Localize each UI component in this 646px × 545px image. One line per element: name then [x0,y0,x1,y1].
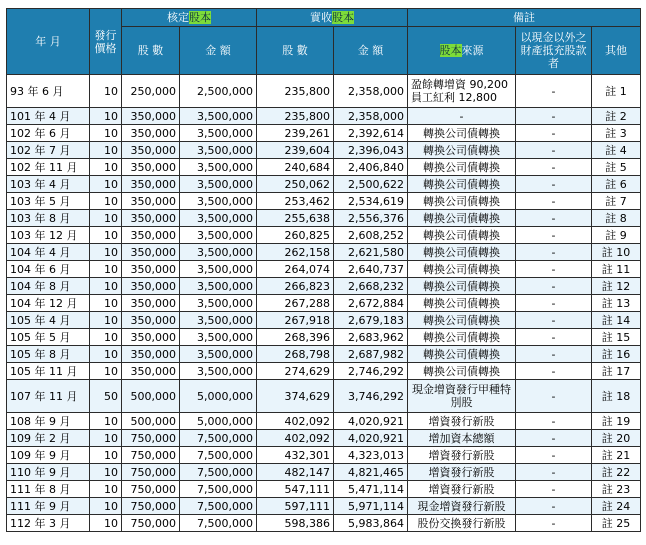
cell-year-month: 105 年 11 月 [7,363,90,380]
cell-authorized-shares: 350,000 [122,329,180,346]
cell-authorized-amount: 3,500,000 [180,346,257,363]
cell-non-cash: - [516,295,592,312]
cell-other-note: 註 7 [592,193,641,210]
cell-year-month: 105 年 8 月 [7,346,90,363]
header-source-suffix: 來源 [461,44,484,57]
cell-paid-in-amount: 2,608,252 [334,227,408,244]
table-row [7,346,641,363]
cell-paid-in-shares: 267,288 [257,295,334,312]
cell-issue-price: 10 [90,295,122,312]
cell-non-cash: - [516,193,592,210]
cell-authorized-amount: 7,500,000 [180,464,257,481]
cell-paid-in-amount: 2,392,614 [334,125,408,142]
cell-authorized-amount: 5,000,000 [180,413,257,430]
cell-issue-price: 10 [90,413,122,430]
cell-non-cash: - [516,515,592,532]
cell-authorized-shares: 250,000 [122,75,180,108]
cell-capital-source [408,159,516,176]
cell-authorized-amount: 7,500,000 [180,498,257,515]
cell-year-month: 112 年 3 月 [7,515,90,532]
cell-capital-source [408,108,516,125]
capital-source-line: 轉換公司債轉換 [423,330,500,344]
table-row [7,481,641,498]
cell-paid-in-shares: 267,918 [257,312,334,329]
cell-paid-in-amount: 2,668,232 [334,278,408,295]
cell-authorized-shares: 750,000 [122,464,180,481]
header-remarks: 備註 [408,9,641,27]
cell-paid-in-amount: 4,323,013 [334,447,408,464]
cell-authorized-amount: 3,500,000 [180,312,257,329]
cell-non-cash: - [516,244,592,261]
capital-source-line: 轉換公司債轉換 [423,211,500,225]
cell-other-note: 註 13 [592,295,641,312]
table-row [7,413,641,430]
header-paid-shares: 股 數 [257,27,334,75]
table-row [7,329,641,346]
header-authorized-capital [122,9,257,27]
cell-year-month: 104 年 6 月 [7,261,90,278]
capital-source-line: 轉換公司債轉換 [423,126,500,140]
cell-issue-price: 10 [90,193,122,210]
table-body [7,75,641,532]
cell-paid-in-shares: 253,462 [257,193,334,210]
cell-year-month: 93 年 6 月 [7,75,90,108]
capital-source-line: 轉換公司債轉換 [423,262,500,276]
capital-source-line: 盈餘轉增資 90,200 [411,78,508,91]
cell-paid-in-shares: 235,800 [257,75,334,108]
cell-authorized-shares: 750,000 [122,447,180,464]
cell-paid-in-amount: 2,621,580 [334,244,408,261]
capital-source-line: 轉換公司債轉換 [423,143,500,157]
capital-source-line: 增加資本總額 [428,431,495,445]
cell-authorized-amount: 3,500,000 [180,159,257,176]
capital-source-line: 轉換公司債轉換 [423,313,500,327]
cell-authorized-amount: 3,500,000 [180,363,257,380]
cell-other-note: 註 14 [592,312,641,329]
cell-issue-price: 50 [90,380,122,413]
table-row [7,210,641,227]
cell-paid-in-amount: 4,020,921 [334,413,408,430]
header-authorized-prefix: 核定 [167,11,189,24]
cell-year-month: 111 年 9 月 [7,498,90,515]
cell-other-note: 註 10 [592,244,641,261]
header-auth-amount: 金 額 [180,27,257,75]
cell-paid-in-amount: 4,020,921 [334,430,408,447]
cell-authorized-shares: 500,000 [122,380,180,413]
cell-paid-in-shares: 240,684 [257,159,334,176]
cell-non-cash: - [516,413,592,430]
cell-paid-in-shares: 374,629 [257,380,334,413]
cell-other-note: 註 23 [592,481,641,498]
cell-authorized-amount: 3,500,000 [180,108,257,125]
cell-authorized-shares: 350,000 [122,125,180,142]
cell-authorized-shares: 350,000 [122,176,180,193]
cell-paid-in-amount: 5,971,114 [334,498,408,515]
capital-source-line: 別股 [450,396,473,409]
cell-paid-in-amount: 2,556,376 [334,210,408,227]
capital-source-line: 員工紅利 12,800 [411,91,497,104]
cell-other-note: 註 3 [592,125,641,142]
capital-source-line: 轉換公司債轉換 [423,296,500,310]
cell-authorized-shares: 350,000 [122,210,180,227]
cell-authorized-shares: 350,000 [122,363,180,380]
cell-authorized-amount: 2,500,000 [180,75,257,108]
capital-source-line: 轉換公司債轉換 [423,160,500,174]
cell-issue-price: 10 [90,227,122,244]
capital-history-table [6,8,641,532]
cell-year-month: 102 年 11 月 [7,159,90,176]
cell-year-month: 104 年 4 月 [7,244,90,261]
cell-non-cash: - [516,329,592,346]
cell-issue-price: 10 [90,430,122,447]
cell-authorized-shares: 500,000 [122,413,180,430]
cell-capital-source [408,346,516,363]
cell-year-month: 105 年 5 月 [7,329,90,346]
cell-paid-in-shares: 235,800 [257,108,334,125]
cell-authorized-amount: 3,500,000 [180,278,257,295]
table-row [7,464,641,481]
cell-paid-in-shares: 255,638 [257,210,334,227]
header-paid-in-prefix: 實收 [310,11,332,24]
cell-paid-in-amount: 2,672,884 [334,295,408,312]
cell-authorized-amount: 3,500,000 [180,227,257,244]
capital-source-line: 轉換公司債轉換 [423,279,500,293]
cell-paid-in-shares: 239,604 [257,142,334,159]
cell-other-note: 註 25 [592,515,641,532]
cell-authorized-amount: 5,000,000 [180,380,257,413]
cell-paid-in-shares: 268,798 [257,346,334,363]
cell-year-month: 105 年 4 月 [7,312,90,329]
cell-non-cash: - [516,278,592,295]
cell-other-note: 註 8 [592,210,641,227]
cell-non-cash: - [516,227,592,244]
cell-authorized-shares: 350,000 [122,193,180,210]
cell-authorized-amount: 3,500,000 [180,261,257,278]
cell-non-cash: - [516,481,592,498]
cell-year-month: 101 年 4 月 [7,108,90,125]
capital-source-line: 增資發行新股 [428,448,495,462]
cell-year-month: 103 年 12 月 [7,227,90,244]
table-row [7,515,641,532]
cell-issue-price: 10 [90,278,122,295]
capital-source-line: 轉換公司債轉換 [423,347,500,361]
header-non-cash: 以現金以外之財產抵充股款者 [516,27,592,75]
header-paid-in-highlight: 股本 [332,11,354,24]
cell-authorized-shares: 350,000 [122,261,180,278]
cell-capital-source [408,75,516,108]
cell-year-month: 109 年 9 月 [7,447,90,464]
cell-paid-in-amount: 4,821,465 [334,464,408,481]
cell-capital-source [408,210,516,227]
capital-source-line: - [459,109,464,123]
cell-capital-source [408,312,516,329]
cell-authorized-amount: 3,500,000 [180,210,257,227]
cell-paid-in-shares: 402,092 [257,430,334,447]
cell-paid-in-amount: 2,679,183 [334,312,408,329]
table-row [7,176,641,193]
cell-other-note: 註 11 [592,261,641,278]
cell-year-month: 107 年 11 月 [7,380,90,413]
cell-non-cash: - [516,380,592,413]
cell-authorized-shares: 350,000 [122,227,180,244]
header-source-highlight: 股本 [439,44,462,57]
cell-authorized-shares: 350,000 [122,142,180,159]
cell-capital-source [408,244,516,261]
capital-source-line: 增資發行新股 [428,482,495,496]
cell-authorized-shares: 750,000 [122,430,180,447]
cell-capital-source [408,329,516,346]
cell-authorized-amount: 3,500,000 [180,295,257,312]
cell-non-cash: - [516,363,592,380]
cell-non-cash: - [516,464,592,481]
cell-non-cash: - [516,261,592,278]
cell-paid-in-shares: 597,111 [257,498,334,515]
cell-year-month: 103 年 4 月 [7,176,90,193]
cell-issue-price: 10 [90,447,122,464]
cell-capital-source [408,515,516,532]
capital-source-line: 增資發行新股 [428,414,495,428]
cell-other-note: 註 17 [592,363,641,380]
cell-non-cash: - [516,142,592,159]
capital-source-line: 轉換公司債轉換 [423,245,500,259]
cell-issue-price: 10 [90,498,122,515]
cell-paid-in-amount: 2,396,043 [334,142,408,159]
header-other: 其他 [592,27,641,75]
cell-paid-in-shares: 262,158 [257,244,334,261]
cell-issue-price: 10 [90,481,122,498]
cell-year-month: 103 年 5 月 [7,193,90,210]
capital-history-table-wrapper [6,8,640,532]
cell-paid-in-amount: 2,534,619 [334,193,408,210]
cell-paid-in-shares: 598,386 [257,515,334,532]
table-row [7,227,641,244]
cell-issue-price: 10 [90,176,122,193]
cell-authorized-shares: 350,000 [122,244,180,261]
table-row [7,125,641,142]
cell-non-cash: - [516,498,592,515]
cell-authorized-shares: 350,000 [122,346,180,363]
header-year-month: 年 月 [7,9,90,75]
cell-other-note: 註 24 [592,498,641,515]
cell-capital-source [408,176,516,193]
table-header [7,9,641,75]
cell-non-cash: - [516,75,592,108]
table-row [7,75,641,108]
cell-year-month: 102 年 7 月 [7,142,90,159]
header-authorized-highlight: 股本 [189,11,211,24]
cell-paid-in-amount: 2,746,292 [334,363,408,380]
cell-capital-source [408,363,516,380]
cell-paid-in-shares: 274,629 [257,363,334,380]
table-row [7,159,641,176]
cell-authorized-shares: 350,000 [122,312,180,329]
cell-other-note: 註 19 [592,413,641,430]
cell-authorized-shares: 350,000 [122,295,180,312]
cell-authorized-shares: 350,000 [122,278,180,295]
capital-source-line: 轉換公司債轉換 [423,177,500,191]
cell-capital-source [408,481,516,498]
cell-issue-price: 10 [90,125,122,142]
cell-other-note: 註 18 [592,380,641,413]
table-row [7,312,641,329]
cell-paid-in-shares: 250,062 [257,176,334,193]
cell-other-note: 註 6 [592,176,641,193]
table-row [7,380,641,413]
cell-non-cash: - [516,312,592,329]
cell-issue-price: 10 [90,75,122,108]
cell-authorized-amount: 7,500,000 [180,447,257,464]
capital-source-line: 轉換公司債轉換 [423,228,500,242]
cell-issue-price: 10 [90,159,122,176]
cell-paid-in-shares: 432,301 [257,447,334,464]
cell-paid-in-amount: 2,358,000 [334,108,408,125]
table-row [7,142,641,159]
cell-paid-in-shares: 239,261 [257,125,334,142]
table-row [7,108,641,125]
cell-paid-in-shares: 547,111 [257,481,334,498]
table-row [7,261,641,278]
cell-capital-source [408,125,516,142]
cell-year-month: 110 年 9 月 [7,464,90,481]
cell-non-cash: - [516,125,592,142]
cell-other-note: 註 5 [592,159,641,176]
cell-non-cash: - [516,176,592,193]
cell-other-note: 註 22 [592,464,641,481]
header-paid-in-capital [257,9,408,27]
cell-paid-in-shares: 266,823 [257,278,334,295]
cell-other-note: 註 12 [592,278,641,295]
cell-authorized-shares: 750,000 [122,498,180,515]
cell-authorized-amount: 7,500,000 [180,481,257,498]
cell-authorized-amount: 3,500,000 [180,142,257,159]
cell-capital-source [408,464,516,481]
cell-non-cash: - [516,430,592,447]
cell-capital-source [408,498,516,515]
cell-other-note: 註 16 [592,346,641,363]
cell-paid-in-amount: 5,983,864 [334,515,408,532]
cell-paid-in-amount: 5,471,114 [334,481,408,498]
cell-paid-in-shares: 264,074 [257,261,334,278]
cell-capital-source [408,430,516,447]
cell-paid-in-amount: 2,500,622 [334,176,408,193]
cell-other-note: 註 4 [592,142,641,159]
cell-non-cash: - [516,210,592,227]
cell-year-month: 108 年 9 月 [7,413,90,430]
table-row [7,363,641,380]
header-capital-source [408,27,516,75]
cell-capital-source [408,227,516,244]
cell-non-cash: - [516,159,592,176]
cell-paid-in-amount: 2,683,962 [334,329,408,346]
cell-year-month: 111 年 8 月 [7,481,90,498]
cell-authorized-amount: 3,500,000 [180,176,257,193]
cell-authorized-amount: 3,500,000 [180,329,257,346]
cell-other-note: 註 9 [592,227,641,244]
cell-capital-source [408,380,516,413]
cell-authorized-amount: 7,500,000 [180,515,257,532]
capital-source-line: 轉換公司債轉換 [423,364,500,378]
cell-capital-source [408,413,516,430]
cell-paid-in-amount: 2,358,000 [334,75,408,108]
cell-issue-price: 10 [90,329,122,346]
cell-capital-source [408,447,516,464]
cell-issue-price: 10 [90,363,122,380]
cell-issue-price: 10 [90,464,122,481]
table-row [7,447,641,464]
cell-capital-source [408,142,516,159]
cell-authorized-amount: 7,500,000 [180,430,257,447]
table-row [7,244,641,261]
table-row [7,278,641,295]
cell-authorized-shares: 750,000 [122,515,180,532]
cell-paid-in-amount: 2,640,737 [334,261,408,278]
cell-capital-source [408,261,516,278]
cell-other-note: 註 21 [592,447,641,464]
cell-other-note: 註 1 [592,75,641,108]
cell-year-month: 102 年 6 月 [7,125,90,142]
cell-authorized-shares: 750,000 [122,481,180,498]
cell-year-month: 104 年 12 月 [7,295,90,312]
cell-year-month: 103 年 8 月 [7,210,90,227]
cell-issue-price: 10 [90,515,122,532]
capital-source-line: 股份交換發行新股 [417,516,506,530]
capital-source-line: 轉換公司債轉換 [423,194,500,208]
cell-authorized-amount: 3,500,000 [180,244,257,261]
cell-issue-price: 10 [90,108,122,125]
cell-capital-source [408,278,516,295]
cell-non-cash: - [516,108,592,125]
cell-other-note: 註 20 [592,430,641,447]
table-row [7,498,641,515]
cell-non-cash: - [516,346,592,363]
cell-year-month: 104 年 8 月 [7,278,90,295]
cell-authorized-shares: 350,000 [122,159,180,176]
cell-paid-in-shares: 260,825 [257,227,334,244]
cell-paid-in-amount: 3,746,292 [334,380,408,413]
cell-authorized-shares: 350,000 [122,108,180,125]
capital-source-line: 現金增資發行甲種特 [412,383,511,396]
table-row [7,430,641,447]
capital-source-line: 現金增資發行新股 [417,499,506,513]
cell-authorized-amount: 3,500,000 [180,125,257,142]
table-row [7,295,641,312]
cell-issue-price: 10 [90,210,122,227]
cell-issue-price: 10 [90,261,122,278]
cell-issue-price: 10 [90,346,122,363]
table-row [7,193,641,210]
cell-authorized-amount: 3,500,000 [180,193,257,210]
cell-paid-in-shares: 482,147 [257,464,334,481]
cell-paid-in-shares: 402,092 [257,413,334,430]
header-paid-amount: 金 額 [334,27,408,75]
cell-other-note: 註 2 [592,108,641,125]
cell-paid-in-amount: 2,687,982 [334,346,408,363]
cell-paid-in-shares: 268,396 [257,329,334,346]
header-issue-price: 發行價格 [90,9,122,75]
cell-capital-source [408,295,516,312]
cell-issue-price: 10 [90,312,122,329]
cell-year-month: 109 年 2 月 [7,430,90,447]
cell-issue-price: 10 [90,142,122,159]
cell-paid-in-amount: 2,406,840 [334,159,408,176]
capital-source-line: 增資發行新股 [428,465,495,479]
cell-capital-source [408,193,516,210]
header-auth-shares: 股 數 [122,27,180,75]
cell-non-cash: - [516,447,592,464]
cell-issue-price: 10 [90,244,122,261]
cell-other-note: 註 15 [592,329,641,346]
